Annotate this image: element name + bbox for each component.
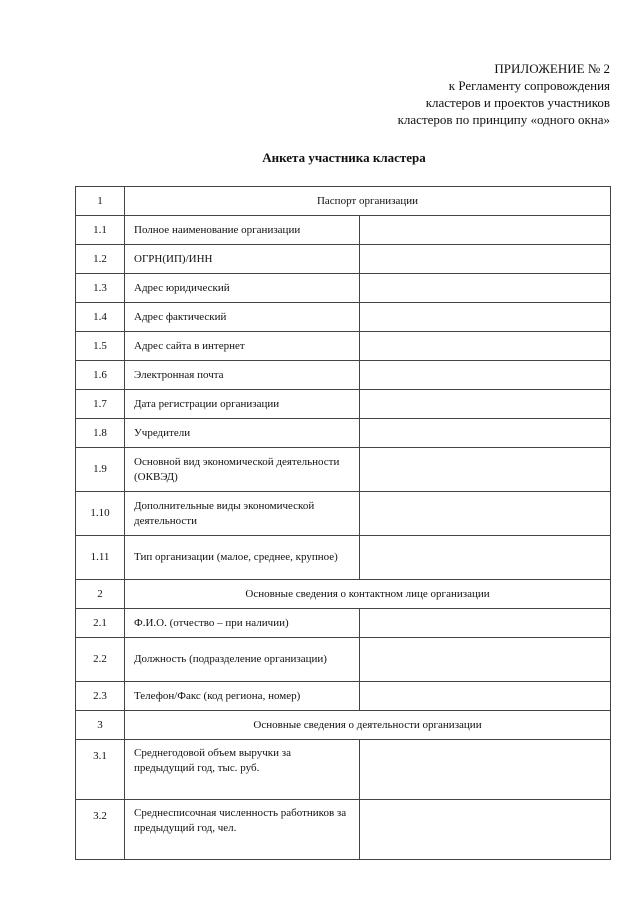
row-number: 2.3 (76, 682, 125, 711)
appendix-line-3: кластеров по принципу «одного окна» (397, 112, 610, 127)
row-value-cell[interactable] (360, 332, 611, 361)
table-row (76, 492, 611, 536)
row-number: 1.9 (76, 448, 125, 492)
row-number: 1.1 (76, 216, 125, 245)
row-number: 1.3 (76, 274, 125, 303)
row-label: ОГРН(ИП)/ИНН (125, 245, 360, 274)
row-value-cell[interactable] (360, 740, 611, 800)
section-title: Основные сведения о контактном лице организации (125, 580, 611, 609)
table-row (76, 245, 611, 274)
table-row (76, 536, 611, 580)
table-row (76, 638, 611, 682)
row-label: Должность (подразделение организации) (125, 638, 360, 682)
appendix-line-2: кластеров и проектов участников (425, 95, 610, 110)
row-label: Дата регистрации организации (125, 390, 360, 419)
section-title: Паспорт организации (125, 187, 611, 216)
row-label: Дополнительные виды экономической деятельности (125, 492, 360, 536)
row-value-cell[interactable] (360, 216, 611, 245)
section-number: 1 (76, 187, 125, 216)
row-value-cell[interactable] (360, 390, 611, 419)
appendix-line-1: к Регламенту сопровождения (448, 78, 610, 93)
row-label: Основной вид экономической деятельности (ОКВЭД) (125, 448, 360, 492)
table-row (76, 216, 611, 245)
row-label: Учредители (125, 419, 360, 448)
table-row (76, 303, 611, 332)
table-row (76, 448, 611, 492)
row-value-cell[interactable] (360, 303, 611, 332)
row-value-cell[interactable] (360, 638, 611, 682)
table-row (76, 274, 611, 303)
row-value-cell[interactable] (360, 492, 611, 536)
table-row (76, 332, 611, 361)
table-row (76, 800, 611, 860)
table-row (76, 390, 611, 419)
row-value-cell[interactable] (360, 682, 611, 711)
row-value-cell[interactable] (360, 361, 611, 390)
row-number: 1.2 (76, 245, 125, 274)
section-title: Основные сведения о деятельности организации (125, 711, 611, 740)
row-number: 1.11 (76, 536, 125, 580)
section-number: 2 (76, 580, 125, 609)
row-number: 2.2 (76, 638, 125, 682)
row-number: 1.10 (76, 492, 125, 536)
row-label: Тип организации (малое, среднее, крупное) (125, 536, 360, 580)
section-header-row (76, 187, 611, 216)
row-number: 1.7 (76, 390, 125, 419)
appendix-number: ПРИЛОЖЕНИЕ № 2 (494, 61, 610, 76)
table-row (76, 609, 611, 638)
row-number: 1.6 (76, 361, 125, 390)
row-label: Электронная почта (125, 361, 360, 390)
section-number: 3 (76, 711, 125, 740)
row-value-cell[interactable] (360, 274, 611, 303)
row-label: Полное наименование организации (125, 216, 360, 245)
appendix-header (398, 60, 610, 128)
row-label: Адрес сайта в интернет (125, 332, 360, 361)
table-row (76, 361, 611, 390)
row-number: 1.8 (76, 419, 125, 448)
section-header-row (76, 711, 611, 740)
row-number: 3.2 (76, 800, 125, 860)
row-number: 1.4 (76, 303, 125, 332)
table-row (76, 682, 611, 711)
row-number: 3.1 (76, 740, 125, 800)
row-value-cell[interactable] (360, 800, 611, 860)
row-label: Телефон/Факс (код региона, номер) (125, 682, 360, 711)
row-label: Адрес юридический (125, 274, 360, 303)
row-value-cell[interactable] (360, 419, 611, 448)
table-row (76, 740, 611, 800)
document-title: Анкета участника кластера (262, 150, 426, 165)
row-value-cell[interactable] (360, 609, 611, 638)
row-label: Среднесписочная численность работников за предыдущий год, чел. (125, 800, 360, 860)
row-label: Ф.И.О. (отчество – при наличии) (125, 609, 360, 638)
row-number: 1.5 (76, 332, 125, 361)
row-value-cell[interactable] (360, 536, 611, 580)
questionnaire-table (75, 186, 611, 860)
row-label: Среднегодовой объем выручки за предыдущий год, тыс. руб. (125, 740, 360, 800)
row-value-cell[interactable] (360, 245, 611, 274)
row-number: 2.1 (76, 609, 125, 638)
table-row (76, 419, 611, 448)
row-value-cell[interactable] (360, 448, 611, 492)
section-header-row (76, 580, 611, 609)
row-label: Адрес фактический (125, 303, 360, 332)
